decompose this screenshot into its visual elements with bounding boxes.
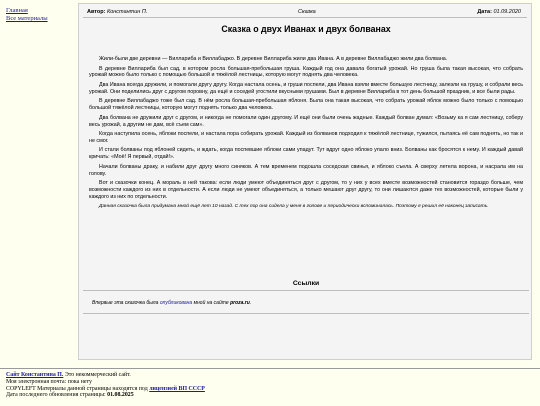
footer-site-link[interactable] — [6, 372, 63, 378]
paragraph: Начали болваны драку, и набили друг другу много синяков. А тем временем подошла соседская свинья, и яблоко съела. А сверху летела ворона, и насрала им на голову. — [89, 163, 523, 177]
links-end: . — [249, 300, 252, 306]
links-section — [83, 290, 529, 314]
paragraph: Вот и сказочки конец. А мораль в ней такова: если люди умеют объединяться друг с другом, то у них у всех вместе возможностей становится гораздо больше, чем возможности каждого из них в отдельности. А если люди не умеют объединяться, а только мешают друг другу, то они лишаются даже тех возможностей, которые были у каждого из них по отдельности. — [89, 180, 523, 200]
date-label: Дата: — [477, 9, 492, 15]
footer-site-link-text: Сайт Константина П. — [6, 372, 64, 378]
footer-email: Моя электронная почта: пока нету — [6, 378, 92, 385]
date-info — [477, 9, 521, 15]
license-link[interactable] — [149, 386, 205, 392]
footer-content — [6, 372, 205, 399]
article-body — [89, 56, 523, 212]
license-link-text: лицензией ВП СССР — [149, 385, 205, 392]
links-prefix: Впервые эта сказочка была — [92, 300, 159, 306]
author-note: Данная сказочка была придумана мной ещё лет 10 назад. С тех пор она сидела у меня в голове и периодически вспоминалась. Поэтому я решил её наконец записать. — [99, 203, 489, 209]
paragraph: Когда наступила осень, яблоки поспели, и настала пора собирать урожай. Каждый из болванов подходил к тяжёлой лестнице, тужился, пытаясь её сам поднять, но так и не смог. — [89, 131, 523, 144]
article-title: Сказка о двух Иванах и двух болванах — [221, 24, 391, 34]
site-name: proza.ru — [230, 300, 250, 306]
footer-line-site — [6, 372, 205, 379]
date-value: 01.09.2020 — [493, 9, 521, 15]
published-link[interactable]: опубликована — [159, 300, 193, 306]
copyleft-text: COPYLEFT Материалы данной страницы находятся под — [6, 385, 148, 392]
links-suffix: мной на сайте — [193, 300, 229, 306]
author-name: Константин П. — [106, 9, 148, 15]
footer-site-desc: Это некоммерческий сайт. — [64, 372, 131, 378]
paragraph: В деревне Виллариба был сад, в котором росла большая-пребольшая груша. Каждый год она давала богатый урожай. Но груша была такая высокая, что собрать урожай можно было только с помощью большой и тяжёлой лестницы, которую могут поднять два человека. — [89, 65, 523, 79]
paragraph: Два Ивана всегда дружили, и помогали другу другу. Когда настала осень, и груши поспели, два Ивана взяли вместе большую лестницу, залезли на грушу, и собрали весь урожай. Они поделились друг с другом поровну, да ещё и соседей угостили вкусными грушами. Был в деревне Виллариба в тот день большой праздник, и все были рады. — [89, 81, 523, 95]
paragraph: В деревне Виллабаджо тоже был сад. В нём росла большая-пребольшая яблоня. Была она такая высокая, что собрать урожай яблок можно было только с помощью большой тяжёлой лестницы, которую могут поднять только два человека. — [89, 98, 523, 112]
author-label: Автор: — [87, 9, 106, 15]
footer-updated — [6, 392, 205, 399]
left-navigation — [6, 7, 48, 23]
article-header — [83, 7, 527, 18]
nav-link-home[interactable]: Главная — [6, 7, 28, 14]
paragraph: И стали болваны под яблоней сидеть, и ждать, когда поспевшие яблоки сами упадут. Тут вдруг одно яблоко упало вниз. Болваны как бросятся к нему. И каждый давай кричать: «Моё! Я первый, отдай!». — [89, 147, 523, 161]
links-heading: Ссылки — [292, 280, 320, 287]
paragraph: Два болвана не дружили друг с другом, и никогда не помогали один другому. И ещё они были очень жадные. Каждый болван думал: «Возьму ка я сам лестницу, соберу весь урожай, а другим не дам, всё съем сам». — [89, 114, 523, 128]
category-label: Сказка — [298, 9, 316, 15]
updated-date: 01.08.2025 — [107, 392, 134, 399]
updated-label: Дата последнего обновления страницы: — [6, 392, 106, 399]
page-footer — [0, 368, 540, 406]
paragraph: Жили-были две деревни — Виллариба и Виллабаджо. В деревне Виллариба жили два Ивана. А в деревне Виллабаджо жили два болвана. — [99, 56, 448, 62]
links-line — [92, 300, 251, 306]
nav-link-all-materials[interactable]: Все материалы — [6, 15, 48, 22]
author-info — [87, 9, 147, 15]
article-frame — [78, 3, 532, 360]
